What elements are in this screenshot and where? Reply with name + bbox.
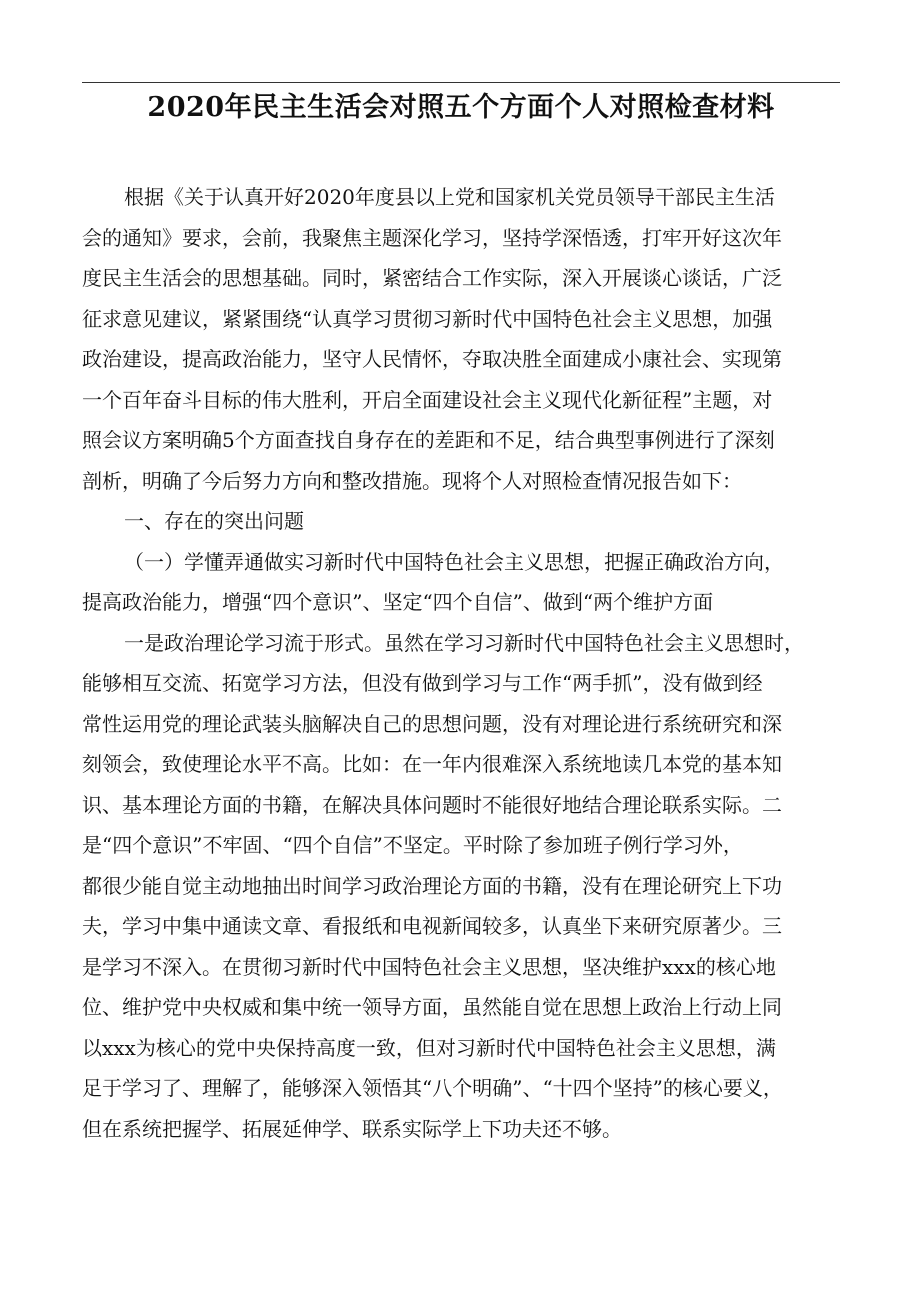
text-line: 一、存在的突出问题 [124, 509, 304, 533]
text-line: （一）学懂弄通做实习新时代中国特色社会主义思想，把握正确政治方向， [124, 549, 784, 574]
text-line: 根据《关于认真开好2020年度县以上党和国家机关党员领导干部民主生活 [124, 185, 775, 209]
text-line: 足于学习了、理解了，能够深入领悟其“八个明确”、“十四个坚持”的核心要义， [82, 1076, 783, 1100]
text-line: 照会议方案明确5个方面查找自身存在的差距和不足，结合典型事例进行了深刻 [82, 428, 775, 452]
text-line: 一是政治理论学习流于形式。虽然在学习习新时代中国特色社会主义思想时， [124, 630, 804, 655]
document-body [82, 177, 840, 1149]
text-line: 常性运用党的理论武装头脑解决自己的思想问题，没有对理论进行系统研究和深 [82, 711, 782, 736]
text-line: 剖析，明确了今后努力方向和整改措施。现将个人对照检查情况报告如下： [82, 468, 742, 493]
text-line: 是学习不深入。在贯彻习新时代中国特色社会主义思想，坚决维护xxx的核心地 [82, 954, 776, 979]
text-line: 刻领会，致使理论水平不高。比如：在一年内很难深入系统地读几本党的基本知 [82, 752, 782, 776]
text-line: 位、维护党中央权威和集中统一领导方面，虽然能自觉在思想上政治上行动上同 [82, 995, 782, 1019]
text-line: 识、基本理论方面的书籍，在解决具体问题时不能很好地结合理论联系实际。二 [82, 792, 782, 817]
text-line: 但在系统把握学、拓展延伸学、联系实际学上下功夫还不够。 [82, 1116, 622, 1141]
text-line: 一个百年奋斗目标的伟大胜利，开启全面建设社会主义现代化新征程”主题，对 [82, 387, 773, 412]
text-line: 以xxx为核心的党中央保持高度一致，但对习新时代中国特色社会主义思想，满 [82, 1035, 776, 1060]
text-line: 会的通知》要求，会前，我聚焦主题深化学习，坚持学深悟透，打牢开好这次年 [82, 225, 782, 250]
text-line: 征求意见建议，紧紧围绕“认真学习贯彻习新时代中国特色社会主义思想，加强 [82, 306, 773, 331]
header-rule [82, 82, 840, 83]
text-line: 能够相互交流、拓宽学习方法，但没有做到学习与工作“两手抓”，没有做到经 [82, 671, 763, 695]
document-title: 2020年民主生活会对照五个方面个人对照检查材料 [147, 92, 775, 123]
text-line: 度民主生活会的思想基础。同时，紧密结合工作实际，深入开展谈心谈话，广泛 [82, 266, 782, 290]
text-line: 政治建设，提高政治能力，坚守人民情怀，夺取决胜全面建成小康社会、实现第 [82, 347, 782, 371]
text-line: 夫，学习中集中通读文章、看报纸和电视新闻较多，认真坐下来研究原著少。三 [82, 914, 782, 938]
text-line: 都很少能自觉主动地抽出时间学习政治理论方面的书籍，没有在理论研究上下功 [82, 873, 782, 898]
text-line: 是“四个意识”不牢固、“四个自信”不坚定。平时除了参加班子例行学习外， [82, 833, 743, 857]
text-line: 提高政治能力，增强“四个意识”、坚定“四个自信”、做到“两个维护方面 [82, 590, 714, 614]
